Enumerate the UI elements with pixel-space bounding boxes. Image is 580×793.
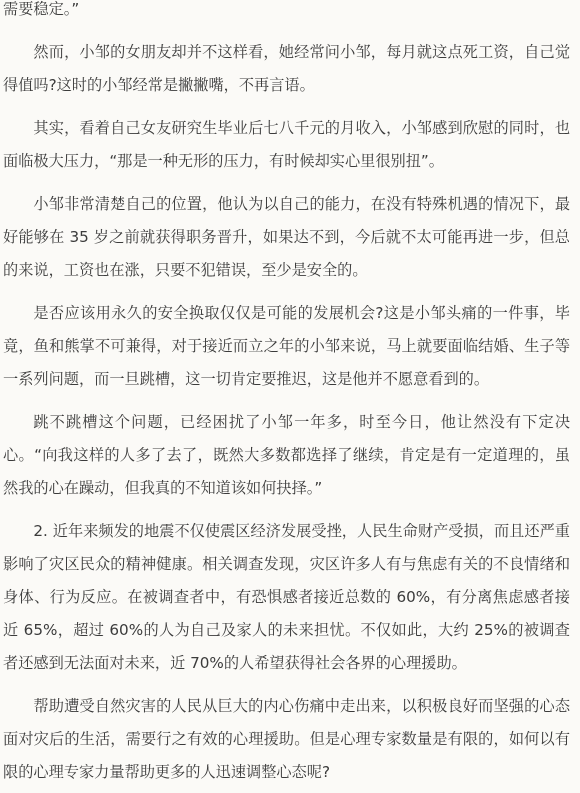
paragraph-girlfriend: 然而，小邹的女朋友却并不这样看，她经常问小邹，每月就这点死工资，自己觉得值吗?这时的小邹经常是撇撇嘴，不再言语。: [3, 43, 570, 94]
paragraph-earthquake: 2. 近年来频发的地震不仅使震区经济发展受挫，人民生命财产受损，而且还严重影响了灾区民众的精神健康。相关调查发现，灾区许多人有与焦虑有关的不良情绪和身体、行为反应。在被调查者中，有恐惧感者接近总数的 60%，有分离焦虑感者接近 65%，超过 60%的人为自己及家人的未来担忧。不仅如此，大约 25%的被调查者还感到无法面对未来，近 70%的人希望获得社会各界的心理援助。: [3, 522, 570, 672]
paragraph-continuation: 需要稳定。”: [3, 0, 80, 18]
paragraph-position: 小邹非常清楚自己的位置，他认为以自己的能力，在没有特殊机遇的情况下，最好能够在 35 岁之前就获得职务晋升，如果达不到，今后就不太可能再进一步，但总的来说，工资也在涨，只要不犯错误，至少是安全的。: [3, 195, 570, 279]
paragraph-tradeoff: 是否应该用永久的安全换取仅仅是可能的发展机会?这是小邹头痛的一件事，毕竟，鱼和熊掌不可兼得，对于接近而立之年的小邹来说，马上就要面临结婚、生子等一系列问题，而一旦跳槽，这一切肯定要推迟，这是他并不愿意看到的。: [3, 304, 570, 388]
paragraph-job-hopping: 跳不跳槽这个问题，已经困扰了小邹一年多，时至今日，他让然没有下定决心。“向我这样的人多了去了，既然大多数都选择了继续，肯定是有一定道理的，虽然我的心在躁动，但我真的不知道该如何抉择。”: [3, 413, 570, 497]
paragraph-pressure: 其实，看着自己女友研究生毕业后七八千元的月收入，小邹感到欣慰的同时，也面临极大压力，“那是一种无形的压力，有时候却实心里很别扭”。: [3, 119, 570, 170]
paragraph-psych-aid: 帮助遭受自然灾害的人民从巨大的内心伤痛中走出来，以积极良好而坚强的心态面对灾后的生活，需要行之有效的心理援助。但是心理专家数量是有限的，如何以有限的心理专家力量帮助更多的人迅速调整心态呢?: [3, 697, 570, 781]
